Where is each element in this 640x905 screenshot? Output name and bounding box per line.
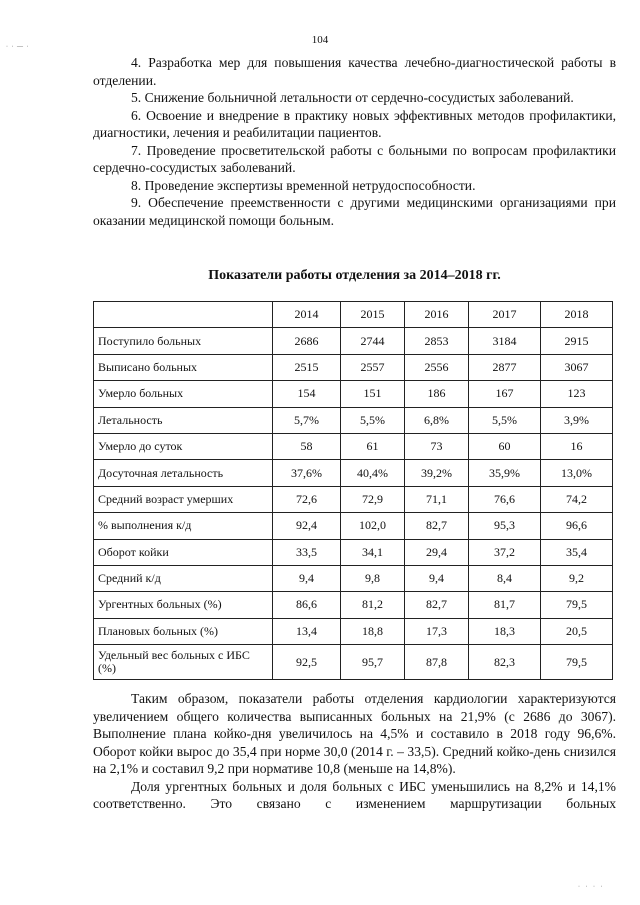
row-label: Оборот койки xyxy=(94,539,273,565)
table-row xyxy=(94,433,613,459)
value-cell: 33,5 xyxy=(273,539,341,565)
row-label: Досуточная летальность xyxy=(94,460,273,486)
value-cell: 17,3 xyxy=(405,618,469,644)
value-cell: 3,9% xyxy=(541,407,613,433)
year-header: 2016 xyxy=(405,302,469,328)
value-cell: 123 xyxy=(541,381,613,407)
value-cell: 92,5 xyxy=(273,645,341,680)
value-cell: 72,9 xyxy=(341,486,405,512)
table-row xyxy=(94,618,613,644)
value-cell: 96,6 xyxy=(541,513,613,539)
value-cell: 8,4 xyxy=(469,565,541,591)
row-label: Ургентных больных (%) xyxy=(94,592,273,618)
row-label: Умерло до суток xyxy=(94,433,273,459)
list-item: 8. Проведение экспертизы временной нетрудоспособности. xyxy=(131,177,476,193)
value-cell: 154 xyxy=(273,381,341,407)
table-row xyxy=(94,592,613,618)
value-cell: 74,2 xyxy=(541,486,613,512)
table-row xyxy=(94,381,613,407)
value-cell: 81,2 xyxy=(341,592,405,618)
value-cell: 2744 xyxy=(341,328,405,354)
value-cell: 37,6% xyxy=(273,460,341,486)
value-cell: 2915 xyxy=(541,328,613,354)
row-label: Плановых больных (%) xyxy=(94,618,273,644)
value-cell: 76,6 xyxy=(469,486,541,512)
value-cell: 13,4 xyxy=(273,618,341,644)
value-cell: 5,5% xyxy=(469,407,541,433)
value-cell: 16 xyxy=(541,433,613,459)
value-cell: 2686 xyxy=(273,328,341,354)
value-cell: 2515 xyxy=(273,354,341,380)
value-cell: 5,7% xyxy=(273,407,341,433)
value-cell: 71,1 xyxy=(405,486,469,512)
value-cell: 18,8 xyxy=(341,618,405,644)
summary-paragraph: Доля ургентных больных и доля больных с ИБС уменьшились на 8,2% и 14,1% соответственно. Это связано с изменением маршрутизации больных xyxy=(93,778,616,811)
value-cell: 72,6 xyxy=(273,486,341,512)
value-cell: 82,3 xyxy=(469,645,541,680)
value-cell: 37,2 xyxy=(469,539,541,565)
value-cell: 13,0% xyxy=(541,460,613,486)
list-item: 9. Обеспечение преемственности с другими медицинскими организациями при оказании медицинской помощи больным. xyxy=(93,195,616,228)
value-cell: 95,7 xyxy=(341,645,405,680)
value-cell: 5,5% xyxy=(341,407,405,433)
list-item: 6. Освоение и внедрение в практику новых эффективных методов профилактики, диагностики, лечения и реабилитации пациентов. xyxy=(93,107,616,140)
year-header: 2014 xyxy=(273,302,341,328)
value-cell: 167 xyxy=(469,381,541,407)
value-cell: 58 xyxy=(273,433,341,459)
list-item: 4. Разработка мер для повышения качества лечебно-диагностической работы в отделении. xyxy=(93,55,616,88)
value-cell: 34,1 xyxy=(341,539,405,565)
value-cell: 60 xyxy=(469,433,541,459)
value-cell: 2853 xyxy=(405,328,469,354)
value-cell: 9,2 xyxy=(541,565,613,591)
department-stats-table xyxy=(93,301,613,680)
value-cell: 20,5 xyxy=(541,618,613,644)
value-cell: 18,3 xyxy=(469,618,541,644)
value-cell: 2557 xyxy=(341,354,405,380)
table-row xyxy=(94,539,613,565)
row-label: % выполнения к/д xyxy=(94,513,273,539)
row-label: Летальность xyxy=(94,407,273,433)
value-cell: 6,8% xyxy=(405,407,469,433)
value-cell: 29,4 xyxy=(405,539,469,565)
value-cell: 9,4 xyxy=(273,565,341,591)
value-cell: 186 xyxy=(405,381,469,407)
page-number: 104 xyxy=(311,34,329,46)
list-item: 7. Проведение просветительской работы с больными по вопросам профилактики сердечно-сосудистых заболеваний. xyxy=(93,142,616,175)
value-cell: 79,5 xyxy=(541,592,613,618)
table-row xyxy=(94,407,613,433)
value-cell: 86,6 xyxy=(273,592,341,618)
value-cell: 73 xyxy=(405,433,469,459)
value-cell: 95,3 xyxy=(469,513,541,539)
table-corner-cell xyxy=(94,302,273,328)
value-cell: 82,7 xyxy=(405,513,469,539)
row-label: Удельный вес больных с ИБС (%) xyxy=(94,645,273,680)
table-row xyxy=(94,486,613,512)
row-label: Выписано больных xyxy=(94,354,273,380)
row-label: Средний к/д xyxy=(94,565,273,591)
year-header: 2015 xyxy=(341,302,405,328)
value-cell: 2877 xyxy=(469,354,541,380)
scan-artifact-top: · · — · xyxy=(6,44,30,50)
list-item: 5. Снижение больничной летальности от сердечно-сосудистых заболеваний. xyxy=(131,90,574,105)
value-cell: 79,5 xyxy=(541,645,613,680)
table-row xyxy=(94,645,613,680)
value-cell: 9,8 xyxy=(341,565,405,591)
value-cell: 151 xyxy=(341,381,405,407)
value-cell: 2556 xyxy=(405,354,469,380)
summary-paragraph: Таким образом, показатели работы отделения кардиологии характеризуются увеличением общего количества выписанных больных на 21,9% (с 2686 до 3067). Выполнение плана койко-дня увеличилось на 4,5% и составило в 2018 году 96,6%. Оборот койки вырос до 35,4 при норме 30,0 (2014 г. – 33,5). Средний койко-день снизился на 2,1% и составил 9,2 при нормативе 10,8 (меньше на 14,8%). xyxy=(93,691,616,776)
table-row xyxy=(94,565,613,591)
value-cell: 81,7 xyxy=(469,592,541,618)
year-header: 2017 xyxy=(469,302,541,328)
table-title: Показатели работы отделения за 2014–2018 гг. xyxy=(208,268,501,283)
value-cell: 3067 xyxy=(541,354,613,380)
value-cell: 102,0 xyxy=(341,513,405,539)
scan-artifact-bottom: · · · · xyxy=(578,884,605,890)
value-cell: 3184 xyxy=(469,328,541,354)
value-cell: 61 xyxy=(341,433,405,459)
summary-text xyxy=(93,690,616,813)
table-header-row xyxy=(94,302,613,328)
value-cell: 82,7 xyxy=(405,592,469,618)
row-label: Средний возраст умерших xyxy=(94,486,273,512)
task-list xyxy=(93,54,616,229)
value-cell: 92,4 xyxy=(273,513,341,539)
row-label: Умерло больных xyxy=(94,381,273,407)
value-cell: 35,4 xyxy=(541,539,613,565)
year-header: 2018 xyxy=(541,302,613,328)
value-cell: 35,9% xyxy=(469,460,541,486)
table-row xyxy=(94,513,613,539)
value-cell: 9,4 xyxy=(405,565,469,591)
value-cell: 87,8 xyxy=(405,645,469,680)
table-row xyxy=(94,354,613,380)
table-row xyxy=(94,328,613,354)
value-cell: 40,4% xyxy=(341,460,405,486)
row-label: Поступило больных xyxy=(94,328,273,354)
table-row xyxy=(94,460,613,486)
value-cell: 39,2% xyxy=(405,460,469,486)
